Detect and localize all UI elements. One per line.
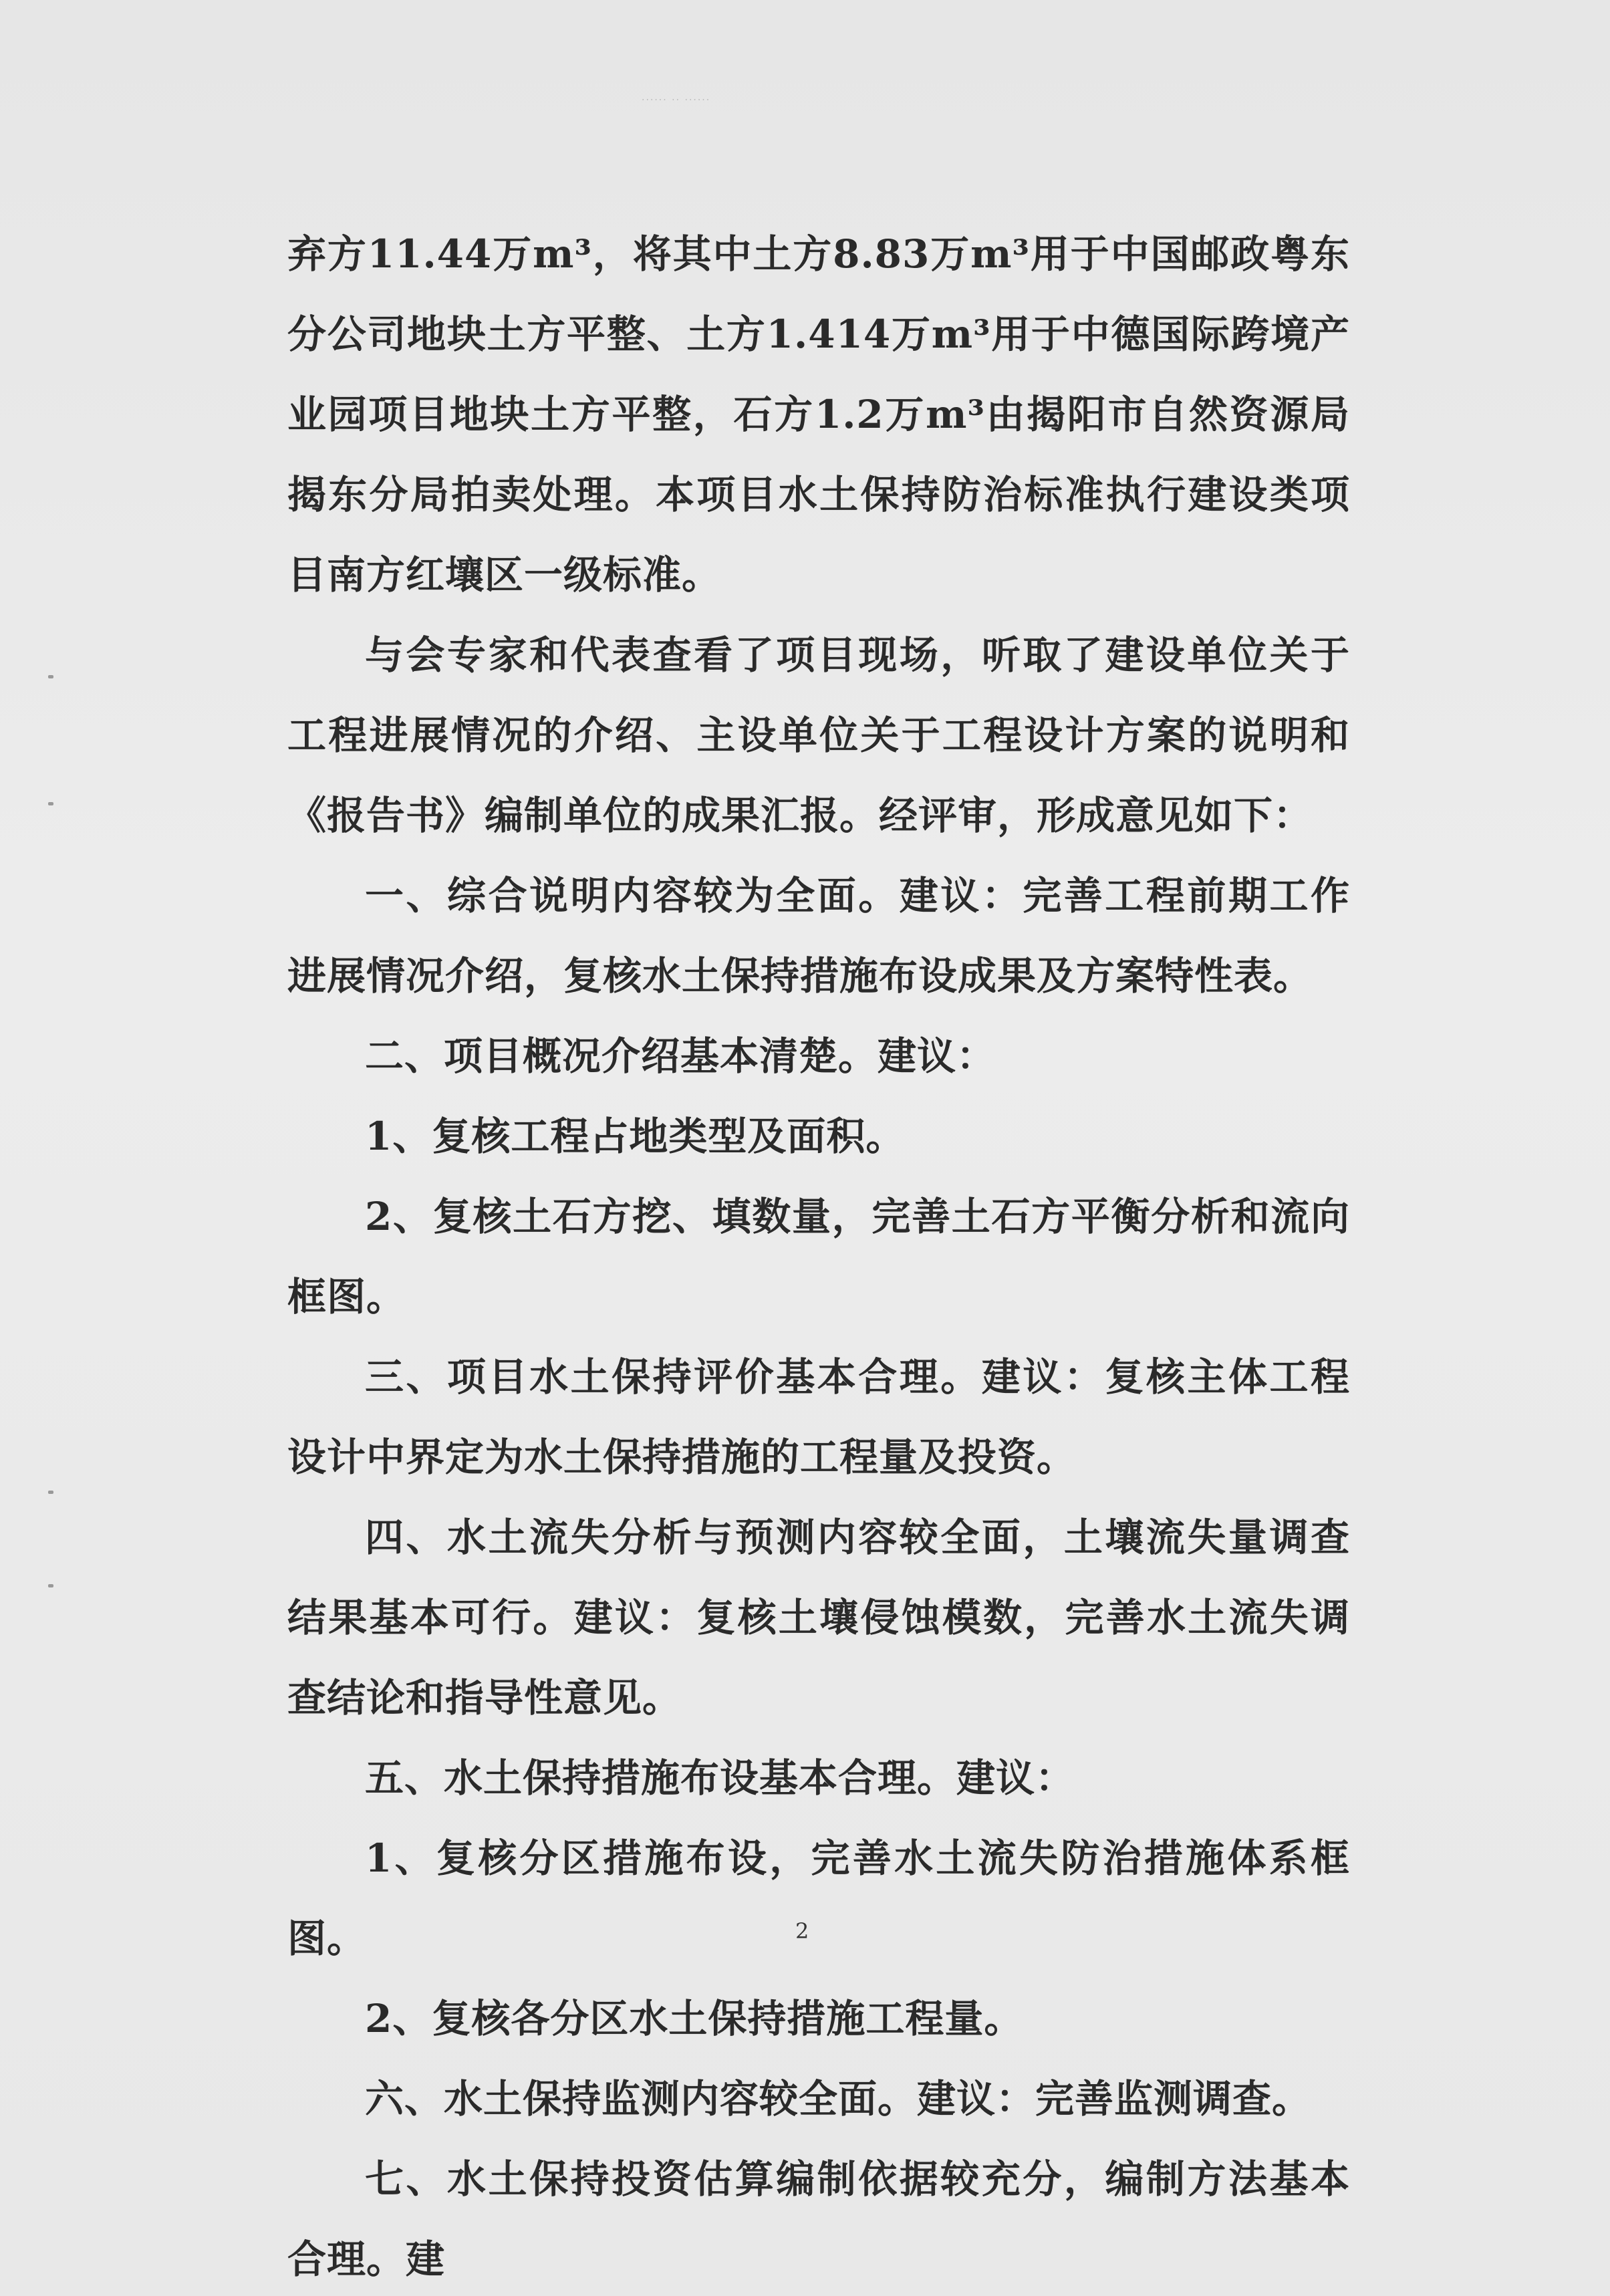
paragraph: 六、水土保持监测内容较全面。建议：完善监测调查。	[365, 2076, 1312, 2122]
page-number: 2	[795, 1918, 809, 1944]
paragraph: 三、项目水土保持评价基本合理。建议：复核主体工程设计中界定为水土保持措施的工程量及投资。	[287, 1354, 1350, 1480]
paragraph: 四、水土流失分析与预测内容较全面，土壤流失量调查结果基本可行。建议：复核土壤侵蚀模数，完善水土流失调查结论和指导性意见。	[287, 1515, 1350, 1720]
paragraph: 2、复核各分区水土保持措施工程量。	[365, 1996, 1024, 2041]
paragraph: 一、综合说明内容较为全面。建议：完善工程前期工作进展情况介绍，复核水土保持措施布设成果及方案特性表。	[287, 873, 1350, 999]
binding-hole-mark	[48, 1584, 53, 1587]
paragraph: 1、复核工程占地类型及面积。	[365, 1114, 906, 1159]
paragraph: 2、复核土石方挖、填数量，完善土石方平衡分析和流向框图。	[287, 1194, 1350, 1319]
paragraph: 1、复核分区措施布设，完善水土流失防治措施体系框图。	[287, 1835, 1350, 1961]
paragraph: 七、水土保持投资估算编制依据较充分，编制方法基本合理。建	[287, 2156, 1350, 2282]
binding-hole-mark	[48, 802, 53, 805]
document-body	[287, 214, 1350, 2296]
paragraph: 弃方11.44万m³，将其中土方8.83万m³用于中国邮政粤东分公司地块土方平整、土方1.414万m³用于中德国际跨境产业园项目地块土方平整，石方1.2万m³由揭阳市自然资源局揭东分局拍卖处理。本项目水土保持防治标准执行建设类项目南方红壤区一级标准。	[287, 231, 1350, 598]
binding-hole-mark	[48, 675, 53, 678]
paragraph: 二、项目概况介绍基本清楚。建议：	[365, 1033, 996, 1079]
header-mark: ...... .. ......	[642, 92, 711, 103]
paragraph: 五、水土保持措施布设基本合理。建议：	[365, 1755, 1075, 1801]
paragraph: 与会专家和代表查看了项目现场，听取了建设单位关于工程进展情况的介绍、主设单位关于工程设计方案的说明和《报告书》编制单位的成果汇报。经评审，形成意见如下：	[287, 632, 1350, 838]
binding-hole-mark	[48, 1491, 53, 1494]
